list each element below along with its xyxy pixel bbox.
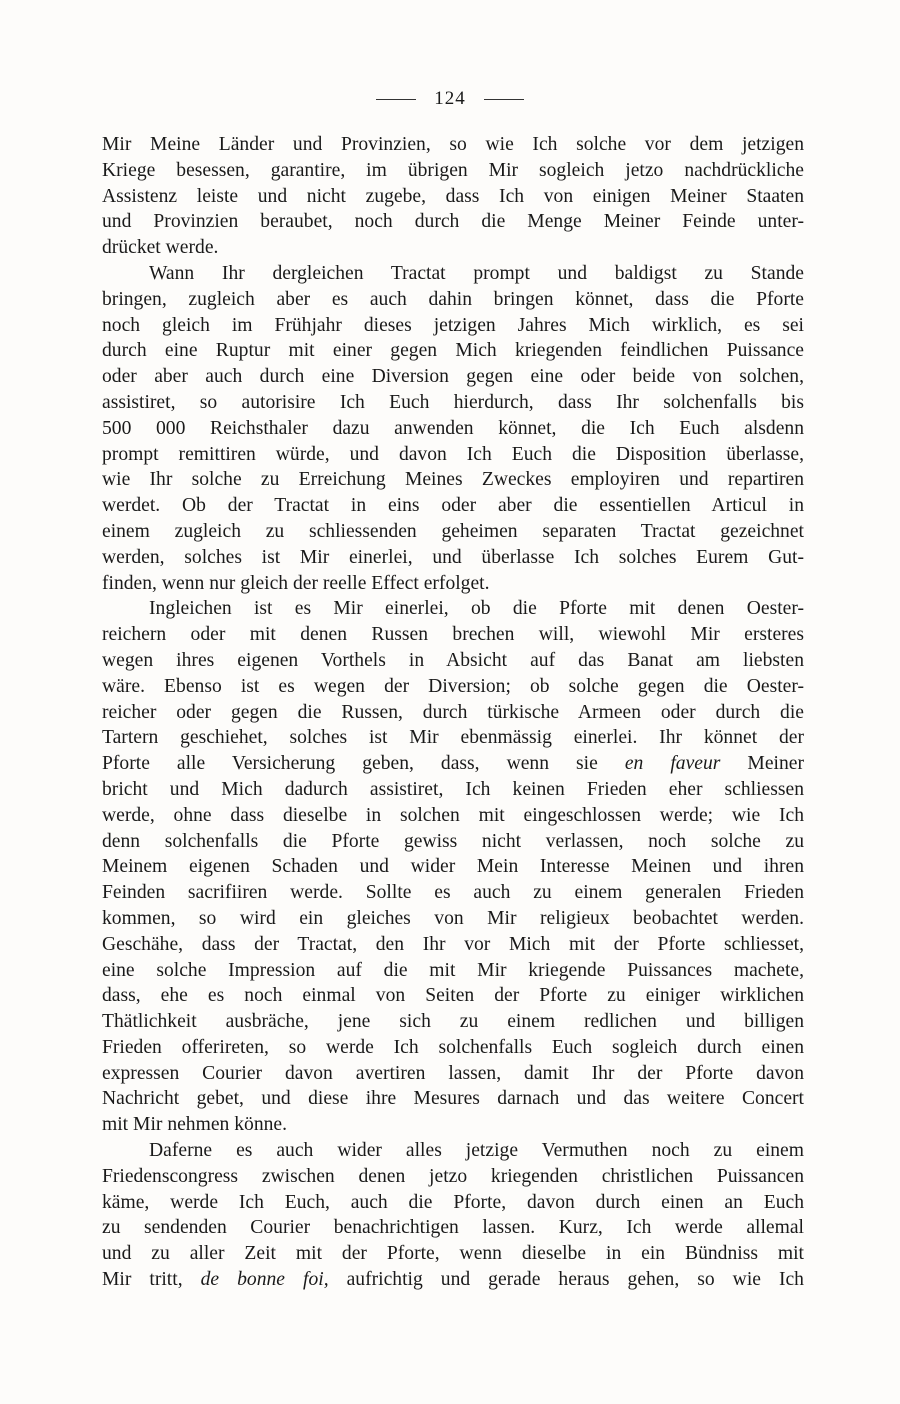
line-text: durch eine Ruptur mit einer gegen Mich kriegenden feindlichen Puissance <box>102 340 804 362</box>
text-line <box>102 467 804 493</box>
text-line <box>102 777 804 803</box>
header-rule-left <box>376 99 416 100</box>
line-text: oder aber auch durch eine Diversion gegen eine oder beide von solchen, <box>102 366 804 388</box>
text-line <box>102 622 804 648</box>
line-text: assistiret, so autorisire Ich Euch hierdurch, dass Ihr solchenfalls bis <box>102 391 804 413</box>
line-text: Pforte alle Versicherung geben, dass, wenn sie <box>102 753 625 775</box>
text-line <box>102 906 804 932</box>
text-line <box>102 803 804 829</box>
text-line <box>102 545 804 571</box>
line-text: Assistenz leiste und nicht zugebe, dass Ich von einigen Meiner Staaten <box>102 185 804 207</box>
line-text: käme, werde Ich Euch, auch die Pforte, davon durch einen an Euch <box>102 1191 804 1213</box>
text-line <box>102 519 804 545</box>
line-text: und zu aller Zeit mit der Pforte, wenn dieselbe in ein Bündniss mit <box>102 1243 804 1265</box>
text-line <box>102 674 804 700</box>
text-line <box>102 158 804 184</box>
line-text: reichern oder mit denen Russen brechen will, wiewohl Mir ersteres <box>102 624 804 646</box>
text-line <box>102 132 804 158</box>
line-text: eine solche Impression auf die mit Mir kriegende Puissances machete, <box>102 959 804 981</box>
header-rule-right <box>484 99 524 100</box>
text-line <box>102 416 804 442</box>
text-line <box>102 854 804 880</box>
line-text: Nachricht gebet, und diese ihre Mesures darnach und das weitere Concert <box>102 1088 804 1110</box>
text-line <box>102 983 804 1009</box>
line-text: dass, ehe es noch einmal von Seiten der Pforte zu einiger wirklichen <box>102 985 804 1007</box>
line-text: mit Mir nehmen könne. <box>102 1114 288 1136</box>
line-text: finden, wenn nur gleich der reelle Effect erfolget. <box>102 572 490 594</box>
body-text <box>102 132 804 1293</box>
text-line <box>102 880 804 906</box>
line-text: Mir Meine Länder und Provinzien, so wie Ich solche vor dem jetzigen <box>102 134 804 155</box>
line-text: bringen, zugleich aber es auch dahin bringen könnet, dass die Pforte <box>102 288 804 310</box>
line-text: wegen ihres eigenen Vorthels in Absicht auf das Banat am liebsten <box>102 649 804 671</box>
line-text: werdet. Ob der Tractat in eins oder aber die essentiellen Articul in <box>102 495 804 517</box>
text-line <box>102 829 804 855</box>
text-line <box>102 287 804 313</box>
line-text: Meinem eigenen Schaden und wider Mein Interesse Meinen und ihren <box>102 856 804 878</box>
text-line <box>102 493 804 519</box>
line-text: Tartern geschiehet, solches ist Mir ebenmässig einerlei. Ihr könnet der <box>102 727 804 749</box>
line-text-continued: Meiner <box>720 753 804 775</box>
text-line <box>102 442 804 468</box>
line-text: werde, ohne dass dieselbe in solchen mit eingeschlossen werde; wie Ich <box>102 804 804 826</box>
text-line <box>102 751 804 777</box>
text-line <box>102 1086 804 1112</box>
text-line <box>102 1241 804 1267</box>
text-line <box>102 1215 804 1241</box>
text-line <box>102 1009 804 1035</box>
line-text: Thätlichkeit ausbräche, jene sich zu einem redlichen und billigen <box>102 1011 804 1033</box>
line-text: wie Ihr solche zu Erreichung Meines Zweckes employiren und repartiren <box>102 469 804 491</box>
line-text: Mir tritt, <box>102 1269 201 1291</box>
text-line <box>102 571 804 597</box>
line-text: Frieden offerireten, so werde Ich solchenfalls Euch sogleich durch einen <box>102 1036 804 1058</box>
line-text: 500 000 Reichsthaler dazu anwenden könnet, die Ich Euch alsdenn <box>102 417 804 439</box>
text-line <box>102 596 804 622</box>
line-text: denn solchenfalls die Pforte gewiss nicht verlassen, noch solche zu <box>102 830 804 852</box>
line-text: Kriege besessen, garantire, im übrigen Mir sogleich jetzo nachdrückliche <box>102 159 804 181</box>
line-text: wäre. Ebenso ist es wegen der Diversion; ob solche gegen die Oester- <box>102 675 804 697</box>
line-text: werden, solches ist Mir einerlei, und überlasse Ich solches Eurem Gut- <box>102 546 804 568</box>
text-line <box>102 1138 804 1164</box>
page-header <box>0 88 900 110</box>
line-text-continued: aufrichtig und gerade heraus gehen, so wie Ich <box>328 1269 804 1291</box>
text-line <box>102 932 804 958</box>
text-line <box>102 1164 804 1190</box>
line-text: reicher oder gegen die Russen, durch türkische Armeen oder durch die <box>102 701 804 723</box>
text-line <box>102 1061 804 1087</box>
text-line <box>102 235 804 261</box>
line-text: Geschähe, dass der Tractat, den Ihr vor Mich mit der Pforte schliesset, <box>102 933 804 955</box>
text-line <box>102 184 804 210</box>
text-line <box>102 364 804 390</box>
text-line <box>102 209 804 235</box>
line-text: Feinden sacrifiiren werde. Sollte es auch zu einem generalen Frieden <box>102 882 804 904</box>
text-line <box>102 958 804 984</box>
text-line <box>102 261 804 287</box>
line-text: einem zugleich zu schliessenden geheimen separaten Tractat gezeichnet <box>102 520 804 542</box>
text-line <box>102 1190 804 1216</box>
line-text: Daferne es auch wider alles jetzige Vermuthen noch zu einem <box>149 1140 804 1162</box>
line-text: und Provinzien beraubet, noch durch die Menge Meiner Feinde unter- <box>102 211 804 233</box>
line-text: bricht und Mich dadurch assistiret, Ich keinen Frieden eher schliessen <box>102 778 804 800</box>
line-text: noch gleich im Frühjahr dieses jetzigen Jahres Mich wirklich, es sei <box>102 314 804 336</box>
line-text: zu sendenden Courier benachrichtigen lassen. Kurz, Ich werde allemal <box>102 1217 804 1239</box>
text-line <box>102 390 804 416</box>
line-text: expressen Courier davon avertiren lassen, damit Ihr der Pforte davon <box>102 1062 804 1084</box>
text-line <box>102 1035 804 1061</box>
text-line <box>102 700 804 726</box>
text-line <box>102 1267 804 1293</box>
italic-phrase: de bonne foi, <box>200 1269 329 1291</box>
line-text: Friedenscongress zwischen denen jetzo kriegenden christlichen Puissancen <box>102 1165 804 1187</box>
page-number: 124 <box>434 88 466 109</box>
italic-phrase: en faveur <box>624 753 721 775</box>
text-line <box>102 313 804 339</box>
text-line <box>102 648 804 674</box>
text-line <box>102 725 804 751</box>
line-text: drücket werde. <box>102 237 219 259</box>
line-text: Wann Ihr dergleichen Tractat prompt und baldigst zu Stande <box>149 262 804 284</box>
line-text: kommen, so wird ein gleiches von Mir religieux beobachtet werden. <box>102 907 804 929</box>
text-line <box>102 1112 804 1138</box>
line-text: prompt remittiren würde, und davon Ich Euch die Disposition überlasse, <box>102 443 804 465</box>
line-text: Ingleichen ist es Mir einerlei, ob die Pforte mit denen Oester- <box>149 598 804 620</box>
text-line <box>102 338 804 364</box>
